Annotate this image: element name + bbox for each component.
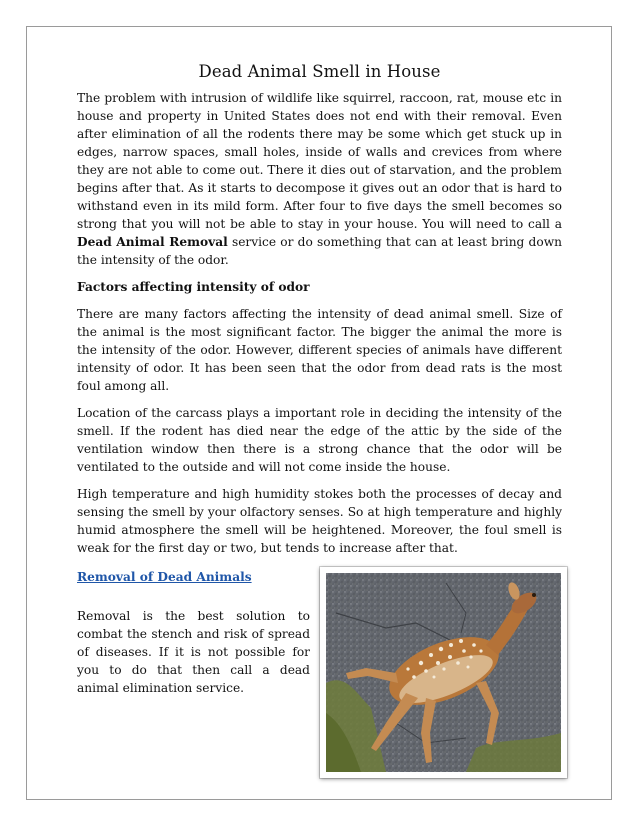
intro-text-1: The problem with intrusion of wildlife like squirrel, raccoon, rat, mouse etc in house and property in United States does not end with their removal. Even after elimination of all the rodents there may be some which get stuck up in edges, narrow spaces, small holes, inside of walls and crevices from where they are not able to come out. There it dies out of starvation, and the problem begins after that. As it starts to decompose it gives out an odor that is hard to withstand even in its mild form. After four to five days the smell becomes so strong that you will not be able to stay in your house. You will need to call a xyxy=(77,91,562,231)
factors-paragraph-temperature: High temperature and high humidity stokes both the processes of decay and sensing the smell by your olfactory senses. So at high temperature and highly humid atmosphere the smell will be heightened. Moreover, the foul smell is weak for the first day or two, but tends to increase after that. xyxy=(77,487,562,555)
removal-heading-link[interactable]: Removal of Dead Animals xyxy=(77,570,252,584)
deer-on-asphalt-image xyxy=(326,573,561,772)
factors-paragraph-size: There are many factors affecting the intensity of dead animal smell. Size of the animal is the most significant factor. The bigger the animal the more is the intensity of the odor. However, different species of animals have different intensity of odor. It has been seen that the odor from dead rats is the most foul among all. xyxy=(77,307,562,393)
factors-heading: Factors affecting intensity of odor xyxy=(77,280,310,294)
intro-text-2: service or do something that can at least bring down the intensity of the odor. xyxy=(77,235,562,267)
factors-paragraph-location: Location of the carcass plays a important role in deciding the intensity of the smell. If the rodent has died near the edge of the attic by the side of the ventilation window then there is a strong chance that the odor will be ventilated to the outside and will not come inside the house. xyxy=(77,406,562,474)
dead-deer-photo xyxy=(320,567,567,778)
page-title: Dead Animal Smell in House xyxy=(198,62,441,81)
dead-animal-removal-bold: Dead Animal Removal xyxy=(77,235,228,249)
removal-paragraph: Removal is the best solution to combat the stench and risk of spread of diseases. If it is not possible for you to do that then call a dead animal elimination service. xyxy=(77,609,310,695)
intro-paragraph xyxy=(77,89,562,269)
